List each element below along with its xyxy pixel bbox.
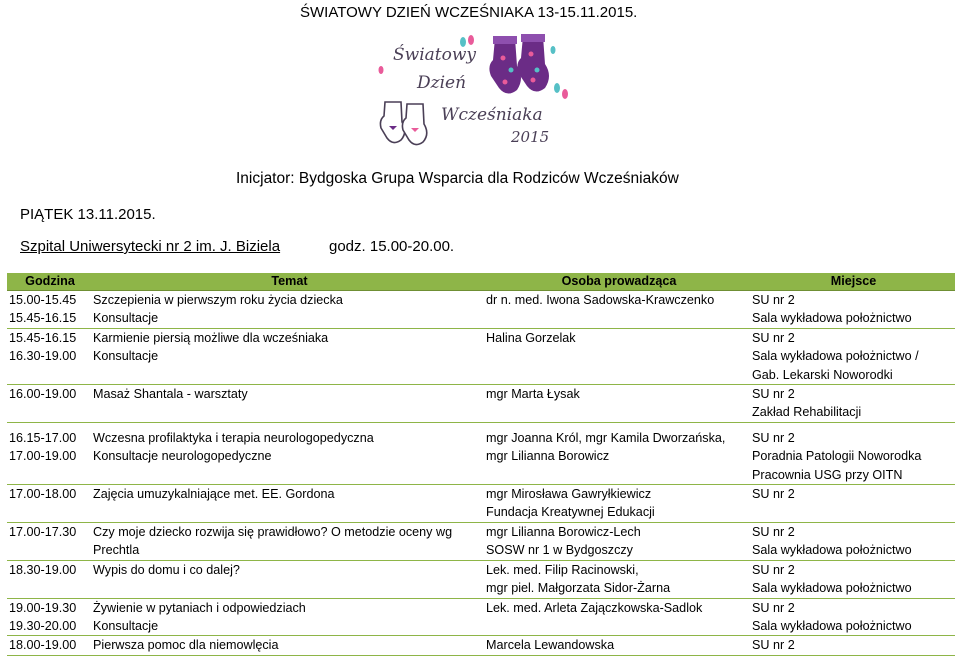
cell-person: Lek. med. Filip Racinowski, mgr piel. Małgorzata Sidor-Żarna (486, 562, 671, 596)
event-day: PIĄTEK 13.11.2015. (20, 206, 156, 223)
cell-topic: Karmienie piersią możliwe dla wcześniaka Konsultacje (93, 330, 329, 364)
event-venue: Szpital Uniwersytecki nr 2 im. J. Biziela (20, 238, 281, 255)
cell-person: Lek. med. Arleta Zajączkowska-Sadlok (486, 600, 703, 615)
cell-place: SU nr 2 Poradnia Patologii Noworodka Pracownia USG przy OITN (752, 430, 922, 482)
column-header-topic: Temat (271, 274, 308, 288)
cell-place: SU nr 2 (752, 487, 795, 502)
cell-topic: Czy moje dziecko rozwija się prawidłowo? O metodzie oceny wg Prechtla (93, 524, 453, 558)
cell-time: 16.00-19.00 (9, 387, 77, 402)
cell-person: mgr Lilianna Borowicz-Lech SOSW nr 1 w Bydgoszczy (486, 524, 641, 558)
cell-person: mgr Mirosława Gawryłkiewicz Fundacja Kreatywnej Edukacji (486, 487, 655, 520)
cell-topic: Szczepienia w pierwszym roku życia dziecka Konsultacje (93, 293, 343, 326)
cell-time: 15.45-16.15 16.30-19.00 (9, 330, 77, 364)
initiator-line: Inicjator: Bydgoska Grupa Wsparcia dla Rodziców Wcześniaków (236, 170, 679, 187)
cell-person: Halina Gorzelak (486, 330, 576, 345)
cell-person: mgr Joanna Król, mgr Kamila Dworzańska, mgr Lilianna Borowicz (486, 430, 726, 464)
cell-person: Marcela Lewandowska (486, 638, 615, 653)
logo-year: 2015 (511, 128, 550, 146)
cell-topic: Wypis do domu i co dalej? (93, 562, 240, 577)
column-header-person: Osoba prowadząca (561, 274, 677, 288)
table-row (7, 523, 955, 561)
cell-topic: Masaż Shantala - warsztaty (93, 387, 248, 402)
cell-place: SU nr 2 Sala wykładowa położnictwo (752, 524, 912, 558)
logo-text-line1: Światowy (393, 45, 476, 65)
page-title: ŚWIATOWY DZIEŃ WCZEŚNIAKA 13-15.11.2015. (300, 4, 638, 21)
table-row (7, 636, 955, 655)
schedule-table (7, 273, 955, 656)
cell-person: dr n. med. Iwona Sadowska-Krawczenko (486, 293, 715, 307)
cell-time: 18.00-19.00 (9, 638, 77, 653)
column-header-place: Miejsce (830, 274, 877, 288)
cell-topic: Żywienie w pytaniach i odpowiedziach Konsultacje (93, 600, 306, 633)
logo-text-line2: Dzień (417, 73, 467, 93)
table-row (7, 599, 955, 637)
table-row (7, 329, 955, 385)
cell-place: SU nr 2 Sala wykładowa położnictwo (752, 293, 912, 326)
table-row (7, 485, 955, 523)
cell-time: 15.00-15.45 15.45-16.15 (9, 293, 77, 326)
event-hours: godz. 15.00-20.00. (329, 238, 455, 255)
cell-topic: Zajęcia umuzykalniające met. EE. Gordona (93, 487, 335, 502)
white-socks-icon (380, 102, 426, 145)
cell-place: SU nr 2 Sala wykładowa położnictwo (752, 562, 912, 596)
cell-time: 17.00-17.30 (9, 524, 77, 539)
table-row (7, 385, 955, 423)
cell-time: 18.30-19.00 (9, 562, 77, 577)
cell-person: mgr Marta Łysak (486, 387, 580, 402)
table-row (7, 291, 955, 329)
event-logo (375, 30, 580, 155)
cell-time: 16.15-17.00 17.00-19.00 (9, 430, 77, 464)
cell-place: SU nr 2 Zakład Rehabilitacji (752, 387, 862, 420)
cell-topic: Pierwsza pomoc dla niemowlęcia (93, 638, 279, 653)
cell-topic: Wczesna profilaktyka i terapia neurologopedyczna Konsultacje neurologopedyczne (93, 430, 374, 464)
cell-place: SU nr 2 (752, 638, 795, 653)
cell-time: 19.00-19.30 19.30-20.00 (9, 600, 77, 633)
table-row (7, 423, 955, 485)
logo-text-line3: Wcześniaka (441, 105, 543, 125)
table-row (7, 561, 955, 599)
purple-socks-icon (489, 34, 549, 94)
column-header-time: Godzina (25, 274, 75, 288)
table-header (7, 273, 955, 291)
cell-place: SU nr 2 Sala wykładowa położnictwo / Gab. Lekarski Noworodki (752, 330, 919, 382)
cell-time: 17.00-18.00 (9, 487, 77, 502)
cell-place: SU nr 2 Sala wykładowa położnictwo (752, 600, 912, 633)
